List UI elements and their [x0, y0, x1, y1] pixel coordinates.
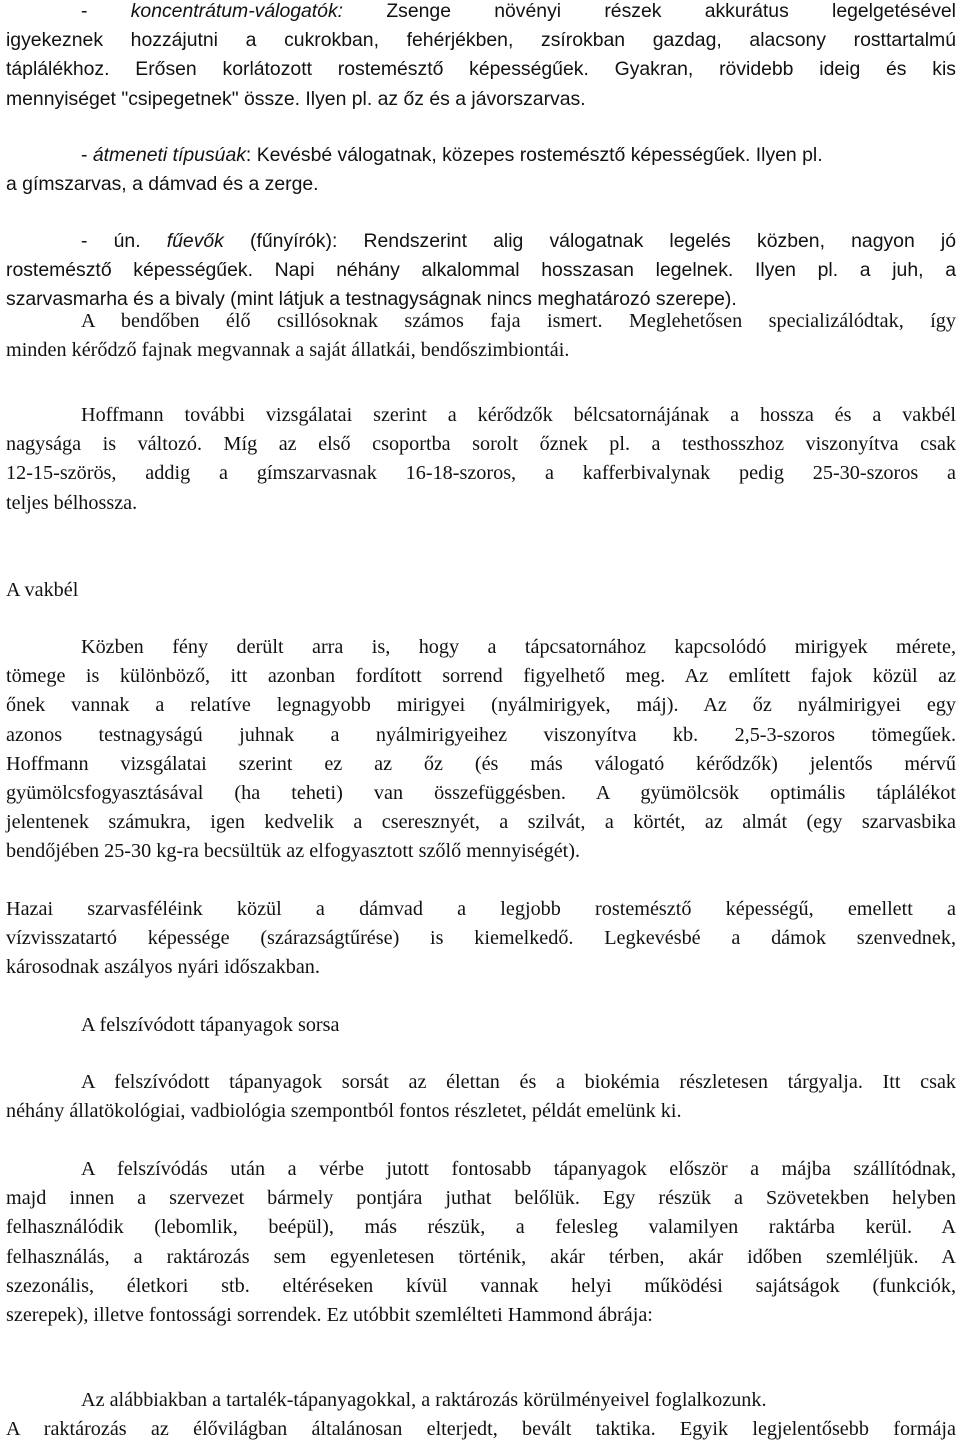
text-line: vízvisszatartó képessége (szárazságtűrése) is kiemelkedő. Legkevésbé a dámok szenvednek,	[6, 927, 956, 950]
text-line: szezonális, életkori stb. eltéréseken kívül vannak helyi működési sajátságok (funkciók,	[6, 1274, 956, 1297]
emphasis-term: átmeneti típusúak	[92, 144, 246, 166]
text-run: -	[81, 144, 93, 166]
section-heading-felszivodott	[6, 1011, 956, 1040]
emphasis-term: koncentrátum-válogatók:	[130, 0, 344, 22]
text-line: jelentenek számukra, igen kedvelik a cseresznyét, a szilvát, a körtét, az almát (egy szarvasbika	[6, 811, 956, 834]
text-line: gyümölcsfogyasztásával (ha teheti) van összefüggésben. A gyümölcsök optimális táplálékot	[6, 782, 956, 805]
text-line: A raktározás az élővilágban általánosan elterjedt, bevált taktika. Egyik legjelentősebb formája	[6, 1418, 956, 1441]
paragraph-fuevok	[6, 227, 956, 315]
text-line: A bendőben élő csillósoknak számos faja ismert. Meglehetősen specializálódtak, így	[81, 310, 956, 332]
text-line: bendőjében 25-30 kg-ra becsültük az elfogyasztott szőlő mennyiségét).	[6, 840, 581, 863]
text-run: - ún.	[81, 230, 167, 252]
text-line: szerepek), illetve fontossági sorrendek. Ez utóbbit szemlélteti Hammond ábrája:	[6, 1304, 653, 1327]
text-line: táplálékhoz. Erősen korlátozott rostemésztő képességűek. Gyakran, rövidebb ideig és kis	[6, 58, 956, 81]
text-line	[6, 227, 956, 256]
text-line: őnek vannak a relatíve legnagyobb mirigyei (nyálmirigyek, máj). Az őz nyálmirigyei egy	[6, 694, 956, 717]
text-line: majd innen a szervezet bármely pontjára juthat belőlük. Egy részük a Szövetekben helyben	[6, 1187, 956, 1210]
paragraph-elettan	[6, 1068, 956, 1126]
paragraph-mirigyek	[6, 633, 956, 867]
text-line: felhasználás, a raktározás sem egyenletesen történik, akár térben, akár időben szemléljük. A	[6, 1245, 956, 1268]
text-line: minden kérődző fajnak megvannak a saját állatkái, bendőszimbiontái.	[6, 339, 570, 362]
paragraph-bendo-csillosok	[6, 307, 956, 365]
text-line: A felszívódott tápanyagok sorsát az élettan és a biokémia részletesen tárgyalja. Itt csak	[81, 1071, 956, 1093]
paragraph-damvad	[6, 895, 956, 983]
text-line: károsodnak aszályos nyári időszakban.	[6, 956, 320, 979]
paragraph-felszivodas	[6, 1155, 956, 1330]
text-run: : Kevésbé válogatnak, közepes rostemésztő képességűek. Ilyen pl.	[245, 144, 823, 166]
text-line: rostemésztő képességűek. Napi néhány alkalommal hosszasan legelnek. Ilyen pl. a juh, a	[6, 259, 956, 282]
text-line: A felszívódás után a vérbe jutott fontosabb tápanyagok először a májba szállítódnak,	[81, 1158, 956, 1180]
section-heading-vakbel	[6, 576, 956, 605]
text-run: Zsenge növényi részek akkurátus legelgetésével	[343, 0, 956, 22]
paragraph-raktarozas	[6, 1386, 956, 1444]
text-line: felhasználódik (lebomlik, beépül), más részük, a felesleg valamilyen raktárba kerül. A	[6, 1216, 956, 1239]
text-line	[6, 0, 956, 26]
paragraph-hoffmann-belhossz	[6, 401, 956, 518]
text-line: Hazai szarvasféléink közül a dámvad a legjobb rostemésztő képességű, emellett a	[6, 898, 956, 920]
emphasis-term: fűevők	[166, 230, 224, 252]
paragraph-atmeneti-tipusuak	[6, 141, 956, 199]
text-line: Közben fény derült arra is, hogy a tápcsatornához kapcsolódó mirigyek mérete,	[81, 636, 956, 658]
text-line: tömege is különböző, itt azonban fordított sorrend figyelhető meg. Az említett fajok közül az	[6, 665, 956, 688]
text-line: Az alábbiakban a tartalék-tápanyagokkal, a raktározás körülményeivel foglalkozunk.	[81, 1389, 767, 1411]
heading-text: A felszívódott tápanyagok sorsa	[81, 1014, 340, 1036]
text-line: szarvasmarha és a bivaly (mint látjuk a testnagyságnak nincs meghatározó szerepe).	[6, 288, 737, 311]
text-line: a gímszarvas, a dámvad és a zerge.	[6, 173, 319, 196]
text-line: mennyiséget "csipegetnek" össze. Ilyen pl. az őz és a jávorszarvas.	[6, 87, 586, 110]
text-run: (fűnyírók): Rendszerint alig válogatnak legelés közben, nagyon jó	[223, 230, 956, 252]
text-line: teljes bélhossza.	[6, 491, 138, 514]
text-line: Hoffmann vizsgálatai szerint ez az őz (és más válogató kérődzők) jelentős mérvű	[6, 752, 956, 775]
paragraph-koncentratum-valogatok	[6, 0, 956, 114]
text-line: nagysága is változó. Míg az első csoportba sorolt őznek pl. a testhosszhoz viszonyítva csak	[6, 433, 956, 456]
text-line: 12-15-szörös, addig a gímszarvasnak 16-18-szoros, a kafferbivalynak pedig 25-30-szoros a	[6, 462, 956, 485]
text-line: azonos testnagyságú juhnak a nyálmirigyeihez viszonyítva kb. 2,5-3-szoros tömegűek.	[6, 723, 956, 746]
heading-text: A vakbél	[6, 579, 79, 601]
text-run: -	[81, 0, 131, 22]
text-line: Hoffmann további vizsgálatai szerint a kérődzők bélcsatornájának a hossza és a vakbél	[81, 404, 956, 426]
text-line	[6, 141, 956, 170]
text-line: néhány állatökológiai, vadbiológia szempontból fontos részletet, példát emelünk ki.	[6, 1100, 682, 1123]
text-line: igyekeznek hozzájutni a cukrokban, fehérjékben, zsírokban gazdag, alacsony rosttartalmú	[6, 29, 956, 52]
